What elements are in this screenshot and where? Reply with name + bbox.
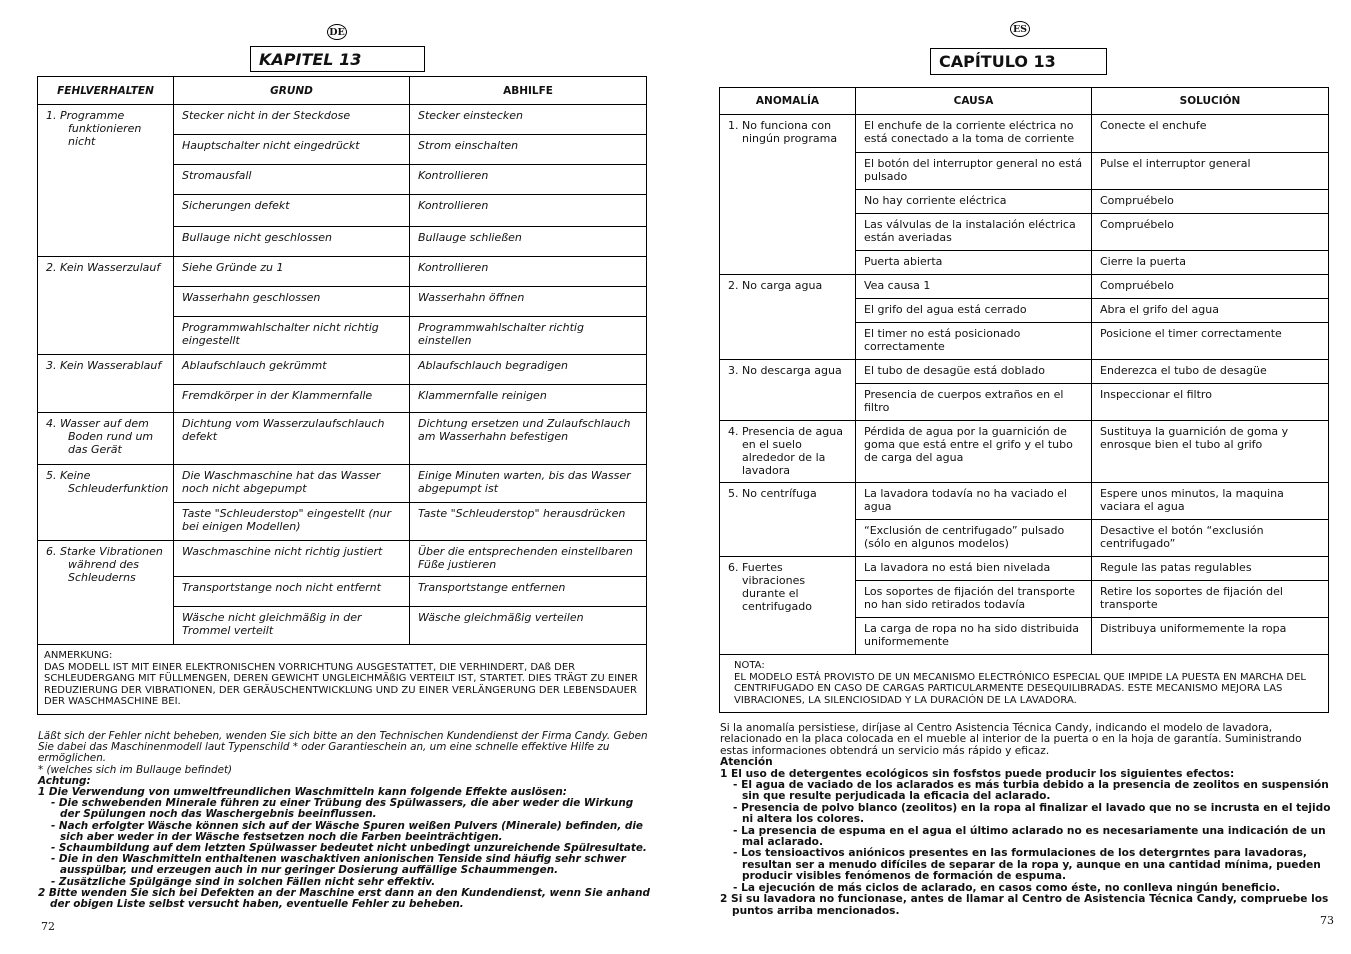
remedy-cell: Kontrollieren	[410, 257, 647, 287]
cause-cell: Stecker nicht in der Steckdose	[174, 105, 410, 135]
attention-bullet: - Presencia de polvo blanco (zeolitos) en la ropa al finalizar el lavado que no se incrusta en el tejido ni altera los colores.	[733, 801, 1331, 826]
symptom-cell: 6. Fuertes vibraciones durante el centrifugado	[720, 557, 856, 655]
remedy-cell: Einige Minuten warten, bis das Wasser abgepumpt ist	[410, 465, 647, 503]
remedy-cell: Distribuya uniformemente la ropa	[1092, 618, 1329, 655]
remedy-cell: Pulse el interruptor general	[1092, 153, 1329, 190]
table-row	[38, 257, 647, 287]
remedy-cell: Compruébelo	[1092, 190, 1329, 214]
cause-cell: Ablaufschlauch gekrümmt	[174, 355, 410, 385]
language-badge-de: DE	[327, 24, 347, 40]
remedy-cell: Espere unos minutos, la maquina vaciara el agua	[1092, 483, 1329, 520]
cause-cell: El timer no está posicionado correctamente	[856, 323, 1092, 360]
remedy-cell: Cierre la puerta	[1092, 251, 1329, 275]
note-box-es	[720, 655, 1329, 713]
attention-item-2: 2 Si su lavadora no funcionase, antes de llamar al Centro de Asistencia Técnica Candy, compruebe los puntos arriba mencionados.	[720, 893, 1329, 917]
column-header-anomaly: ANOMALÍA	[720, 88, 856, 115]
cause-cell: El grifo del agua está cerrado	[856, 299, 1092, 323]
symptom-cell: 3. Kein Wasserablauf	[38, 355, 174, 413]
attention-heading: Atención	[720, 756, 773, 769]
remedy-cell: Retire los soportes de fijación del transporte	[1092, 581, 1329, 618]
attention-heading: Achtung:	[38, 774, 91, 787]
column-header-solution: SOLUCIÓN	[1092, 88, 1329, 115]
symptom-cell: 2. No carga agua	[720, 275, 856, 360]
remedy-cell: Wäsche gleichmäßig verteilen	[410, 607, 647, 645]
attention-bullet: - La presencia de espuma en el agua el último aclarado no es necesariamente una indicación de un mal aclarado.	[733, 824, 1326, 849]
remedy-cell: Kontrollieren	[410, 165, 647, 195]
page-number-right: 73	[1320, 914, 1334, 927]
table-row	[720, 275, 1329, 299]
table-row	[38, 465, 647, 503]
cause-cell: Bullauge nicht geschlossen	[174, 227, 410, 257]
attention-bullet: - Zusätzliche Spülgänge sind in solchen Fällen nicht sehr effektiv.	[51, 875, 436, 888]
attention-bullet: - Los tensioactivos aniónicos presentes en las formulaciones de los detergrntes para lavadoras, resultan ser a menudo difíciles de separar de la ropa y, aunque en una cantidad mínima, pueden producir visibles fenómenos de formación de espuma.	[733, 847, 1321, 883]
remedy-cell: Über die entsprechenden einstellbaren Füße justieren	[410, 541, 647, 577]
cause-cell: Pérdida de agua por la guarnición de goma que está entre el grifo y el tubo de carga del agua	[856, 421, 1092, 483]
table-row	[38, 541, 647, 577]
cause-cell: Transportstange noch nicht entfernt	[174, 577, 410, 607]
table-row	[720, 421, 1329, 483]
symptom-cell: 5. No centrífuga	[720, 483, 856, 557]
cause-cell: Vea causa 1	[856, 275, 1092, 299]
table-row	[38, 413, 647, 465]
cause-cell: Presencia de cuerpos extraños en el filtro	[856, 384, 1092, 421]
footer-text-de	[38, 731, 650, 910]
attention-item-2: 2 Bitte wenden Sie sich bei Defekten an der Maschine erst dann an den Kundendienst, wenn Sie anhand der obigen Liste selbst versucht haben, eventuelle Fehler zu beheben.	[38, 886, 650, 911]
footnote: * (welches sich im Bullauge befindet)	[38, 763, 233, 776]
attention-item-1: 1 El uso de detergentes ecológicos sin fosfstos puede producir los siguientes efectos:	[720, 767, 1235, 780]
cause-cell: Los soportes de fijación del transporte no han sido retirados todavía	[856, 581, 1092, 618]
remedy-cell: Ablaufschlauch begradigen	[410, 355, 647, 385]
attention-bullet: - Die schwebenden Minerale führen zu einer Trübung des Spülwassers, die aber weder die Wirkung der Spülungen noch das Waschergebnis beeinflussen.	[51, 797, 634, 821]
remedy-cell: Compruébelo	[1092, 275, 1329, 299]
cause-cell: No hay corriente eléctrica	[856, 190, 1092, 214]
remedy-cell: Regule las patas regulables	[1092, 557, 1329, 581]
remedy-cell: Conecte el enchufe	[1092, 115, 1329, 153]
remedy-cell: Wasserhahn öffnen	[410, 287, 647, 317]
page-number-left: 72	[41, 920, 55, 933]
table-row	[720, 360, 1329, 384]
cause-cell: Dichtung vom Wasserzulaufschlauch defekt	[174, 413, 410, 465]
footer-text-es	[720, 723, 1332, 917]
remedy-cell: Dichtung ersetzen und Zulaufschlauch am Wasserhahn befestigen	[410, 413, 647, 465]
symptom-cell: 3. No descarga agua	[720, 360, 856, 421]
remedy-cell: Compruébelo	[1092, 214, 1329, 251]
symptom-cell: 1. Programme funktionieren nicht	[38, 105, 174, 257]
column-header-cause: GRUND	[174, 77, 410, 105]
remedy-cell: Posicione el timer correctamente	[1092, 323, 1329, 360]
table-row	[720, 557, 1329, 581]
attention-item-1: 1 Die Verwendung von umweltfreundlichen Waschmitteln kann folgende Effekte auslösen:	[38, 786, 567, 799]
chapter-title-es: CAPÍTULO 13	[930, 48, 1107, 75]
symptom-cell: 4. Wasser auf dem Boden rund um das Gerät	[38, 413, 174, 465]
cause-cell: Hauptschalter nicht eingedrückt	[174, 135, 410, 165]
cause-cell: Sicherungen defekt	[174, 195, 410, 227]
remedy-cell: Programmwahlschalter richtig einstellen	[410, 317, 647, 355]
remedy-cell: Stecker einstecken	[410, 105, 647, 135]
note-text: EL MODELO ESTÁ PROVISTO DE UN MECANISMO ELECTRÓNICO ESPECIAL QUE IMPIDE LA PUESTA EN MARCHA DEL CENTRIFUGADO EN CASO DE CARGAS PARTICULARMENTE DESEQUILIBRADAS. ESTE MECANISMO MEJORA LAS VIBRACIONES, LA SILENCIOSIDAD Y LA DURACIÓN DE LA LAVADORA.	[734, 671, 1306, 706]
language-badge-es: ES	[1010, 21, 1030, 37]
attention-bullet: - La ejecución de más ciclos de aclarado, en casos como éste, no conlleva ningún beneficio.	[733, 881, 1281, 894]
contact-paragraph: Läßt sich der Fehler nicht beheben, wenden Sie sich bitte an den Technischen Kundendienst der Firma Candy. Geben Sie dabei das Maschinenmodell laut Typenschild * oder Garantieschein an, um eine schnelle effektive Hilfe zu ermöglichen.	[38, 730, 648, 765]
table-row	[720, 483, 1329, 520]
attention-bullet: - Nach erfolgter Wäsche können sich auf der Wäsche Spuren weißen Pulvers (Minerale) befinden, die sich aber weder in der Wäsche festsetzen noch die Farben beeinträchtigen.	[51, 819, 643, 843]
cause-cell: “Exclusión de centrifugado” pulsado (sólo en algunos modelos)	[856, 520, 1092, 557]
cause-cell: La carga de ropa no ha sido distribuida uniformemente	[856, 618, 1092, 655]
troubleshooting-table-es	[719, 87, 1329, 713]
cause-cell: Die Waschmaschine hat das Wasser noch nicht abgepumpt	[174, 465, 410, 503]
cause-cell: Fremdkörper in der Klammernfalle	[174, 385, 410, 413]
column-header-cause: CAUSA	[856, 88, 1092, 115]
contact-paragraph: Si la anomalía persistiese, diríjase al Centro Asistencia Técnica Candy, indicando el modelo de lavadora, relacionado en la placa colocada en el mueble al interior de la puerta o en la hoja de garantía. Suministrando estas informaciones obtendrá un servicio más rápido y eficaz.	[720, 722, 1302, 757]
symptom-cell: 2. Kein Wasserzulauf	[38, 257, 174, 355]
cause-cell: Wasserhahn geschlossen	[174, 287, 410, 317]
remedy-cell: Strom einschalten	[410, 135, 647, 165]
cause-cell: El enchufe de la corriente eléctrica no está conectado a la toma de corriente	[856, 115, 1092, 153]
troubleshooting-table-de	[37, 76, 647, 715]
remedy-cell: Inspeccionar el filtro	[1092, 384, 1329, 421]
cause-cell: Las válvulas de la instalación eléctrica están averiadas	[856, 214, 1092, 251]
attention-bullet: - Schaumbildung auf dem letzten Spülwasser bedeutet nicht unbedingt unzureichende Spülresultate.	[51, 842, 647, 855]
symptom-cell: 5. Keine Schleuderfunktion	[38, 465, 174, 541]
cause-cell: Siehe Gründe zu 1	[174, 257, 410, 287]
remedy-cell: Kontrollieren	[410, 195, 647, 227]
remedy-cell: Klammernfalle reinigen	[410, 385, 647, 413]
cause-cell: Stromausfall	[174, 165, 410, 195]
cause-cell: Waschmaschine nicht richtig justiert	[174, 541, 410, 577]
remedy-cell: Taste "Schleuderstop" herausdrücken	[410, 503, 647, 541]
cause-cell: El botón del interruptor general no está pulsado	[856, 153, 1092, 190]
note-title: ANMERKUNG:	[44, 650, 113, 661]
cause-cell: La lavadora no está bien nivelada	[856, 557, 1092, 581]
cause-cell: Wäsche nicht gleichmäßig in der Trommel verteilt	[174, 607, 410, 645]
table-row	[38, 105, 647, 135]
remedy-cell: Abra el grifo del agua	[1092, 299, 1329, 323]
attention-bullet: - El agua de vaciado de los aclarados es más turbia debido a la presencia de zeolitos en suspensión sin que resulte perjudicada la eficacia del aclarado.	[733, 779, 1329, 803]
column-header-remedy: ABHILFE	[410, 77, 647, 105]
cause-cell: Taste "Schleuderstop" eingestellt (nur bei einigen Modellen)	[174, 503, 410, 541]
remedy-cell: Transportstange entfernen	[410, 577, 647, 607]
symptom-cell: 6. Starke Vibrationen während des Schleuderns	[38, 541, 174, 645]
remedy-cell: Sustituya la guarnición de goma y enrosque bien el tubo al grifo	[1092, 421, 1329, 483]
table-row	[38, 355, 647, 385]
remedy-cell: Desactive el botón “exclusión centrifugado”	[1092, 520, 1329, 557]
table-row	[720, 115, 1329, 153]
cause-cell: Programmwahlschalter nicht richtig eingestellt	[174, 317, 410, 355]
cause-cell: La lavadora todavía no ha vaciado el agua	[856, 483, 1092, 520]
note-text: DAS MODELL IST MIT EINER ELEKTRONISCHEN VORRICHTUNG AUSGESTATTET, DIE VERHINDERT, DAß DER SCHLEUDERGANG MIT FÜLLMENGEN, DEREN GEWICHT UNGLEICHMÄßIG VERTEILT IST, STARTET. DIES TRÄGT ZU EINER REDUZIERUNG DER VIBRATIONEN, DER GERÄUSCHENTWICKLUNG UND ZU EINER VERLÄNGERUNG DER LEBENSDAUER DER WASCHMASCHINE BEI.	[44, 661, 638, 707]
remedy-cell: Enderezca el tubo de desagüe	[1092, 360, 1329, 384]
chapter-title-de: KAPITEL 13	[250, 46, 425, 72]
attention-bullet: - Die in den Waschmitteln enthaltenen waschaktiven anionischen Tenside sind häufig sehr schwer ausspülbar, und erzeugen auch in nur geringer Dosierung auffällige Schaummengen.	[51, 853, 626, 877]
note-box-de	[38, 645, 647, 715]
column-header-fault: FEHLVERHALTEN	[38, 77, 174, 105]
symptom-cell: 1. No funciona con ningún programa	[720, 115, 856, 275]
remedy-cell: Bullauge schließen	[410, 227, 647, 257]
cause-cell: El tubo de desagüe está doblado	[856, 360, 1092, 384]
note-title: NOTA:	[734, 660, 765, 671]
cause-cell: Puerta abierta	[856, 251, 1092, 275]
symptom-cell: 4. Presencia de agua en el suelo alrededor de la lavadora	[720, 421, 856, 483]
